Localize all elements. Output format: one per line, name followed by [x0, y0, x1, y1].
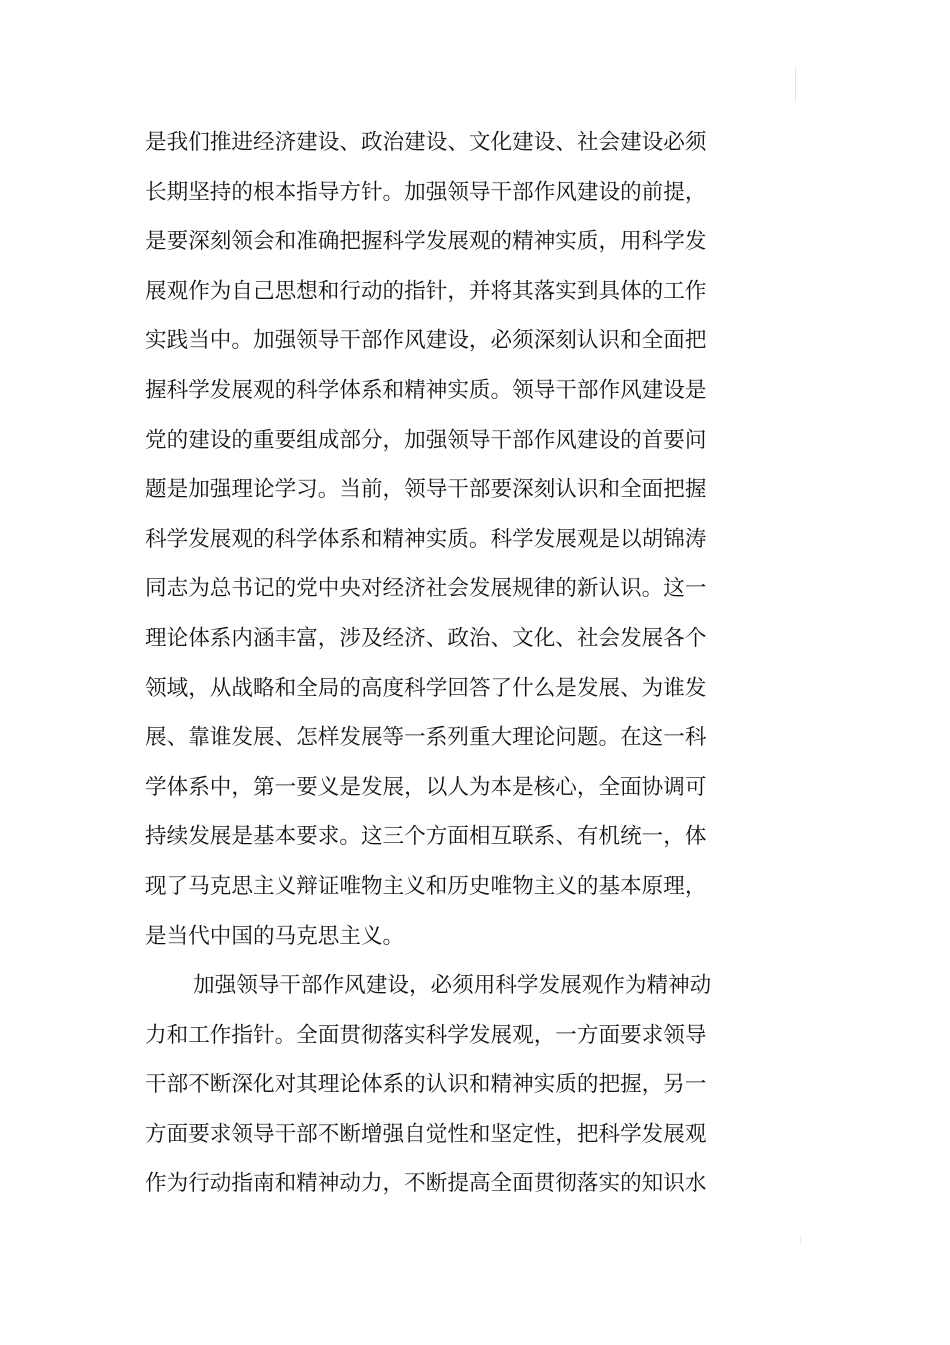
text-line: 方面要求领导干部不断增强自觉性和坚定性，把科学发展观 — [145, 1121, 707, 1147]
text-line: 干部不断深化对其理论体系的认识和精神实质的把握，另一 — [145, 1072, 707, 1098]
text-line: 握科学发展观的科学体系和精神实质。领导干部作风建设是 — [145, 377, 707, 403]
text-line: 科学发展观的科学体系和精神实质。科学发展观是以胡锦涛 — [145, 526, 707, 552]
text-line: 题是加强理论学习。当前，领导干部要深刻认识和全面把握 — [145, 477, 707, 503]
paragraph-2 — [145, 961, 745, 1209]
text-line: 作为行动指南和精神动力，不断提高全面贯彻落实的知识水 — [145, 1171, 707, 1197]
text-line: 理论体系内涵丰富，涉及经济、政治、文化、社会发展各个 — [145, 625, 707, 651]
text-line: 展观作为自己思想和行动的指针，并将其落实到具体的工作 — [145, 278, 707, 304]
text-line: 展、靠谁发展、怎样发展等一系列重大理论问题。在这一科 — [145, 725, 707, 751]
body-text — [145, 118, 745, 1209]
text-line: 加强领导干部作风建设，必须用科学发展观作为精神动 — [193, 973, 712, 999]
text-line: 党的建设的重要组成部分，加强领导干部作风建设的首要问 — [145, 427, 707, 453]
page-corner-mark — [795, 68, 796, 102]
text-line: 持续发展是基本要求。这三个方面相互联系、有机统一，体 — [145, 824, 707, 850]
text-line: 领域，从战略和全局的高度科学回答了什么是发展、为谁发 — [145, 675, 707, 701]
page-corner-mark-bottom — [800, 1235, 801, 1245]
text-line: 是当代中国的马克思主义。 — [145, 923, 405, 949]
paragraph-1 — [145, 118, 745, 961]
text-line: 是要深刻领会和准确把握科学发展观的精神实质，用科学发 — [145, 229, 707, 255]
text-line: 实践当中。加强领导干部作风建设，必须深刻认识和全面把 — [145, 328, 707, 354]
text-line: 长期坚持的根本指导方针。加强领导干部作风建设的前提， — [145, 179, 707, 205]
text-line: 同志为总书记的党中央对经济社会发展规律的新认识。这一 — [145, 576, 707, 602]
text-line: 现了马克思主义辩证唯物主义和历史唯物主义的基本原理， — [145, 873, 707, 899]
text-line: 是我们推进经济建设、政治建设、文化建设、社会建设必须 — [145, 130, 707, 155]
text-line: 力和工作指针。全面贯彻落实科学发展观，一方面要求领导 — [145, 1022, 707, 1048]
text-line: 学体系中，第一要义是发展，以人为本是核心，全面协调可 — [145, 774, 707, 800]
